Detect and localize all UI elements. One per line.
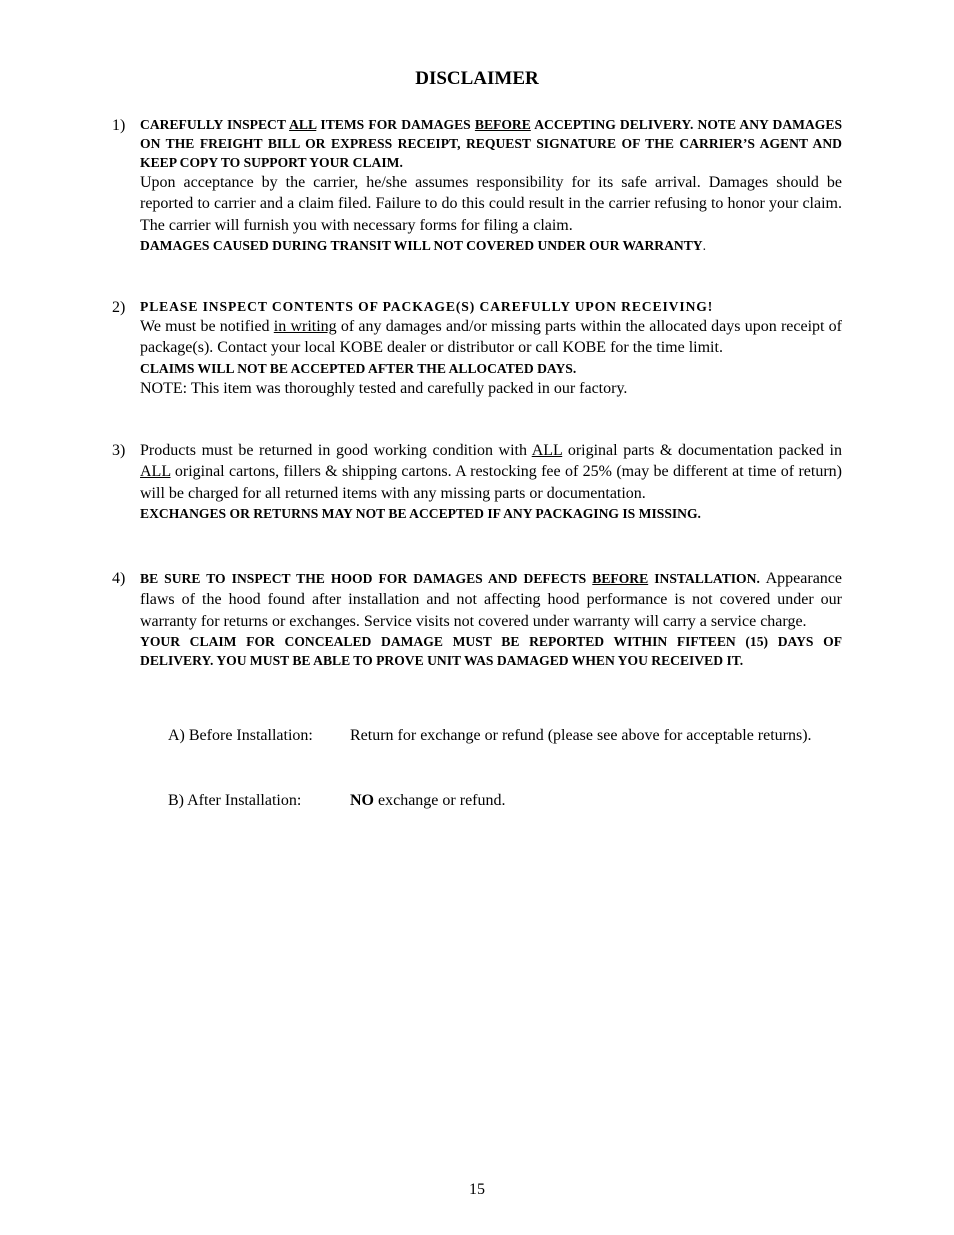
packaging-note: EXCHANGES OR RETURNS MAY NOT BE ACCEPTED IF ANY PACKAGING IS MISSING. — [140, 505, 701, 521]
disclaimer-item-3 — [112, 440, 842, 523]
returns-paragraph: Products must be returned in good working condition with ALL original parts & documentation packed in ALL original cartons, fillers & shipping cartons. A restocking fee of 25% (may be different at time of return) will be charged for all returned items with any missing parts or documentation. — [140, 442, 842, 502]
emphasis-before: BEFORE — [592, 571, 649, 586]
notification-paragraph: We must be notified in writing of any damages and/or missing parts within the allocated days upon receipt of package(s). Contact your local KOBE dealer or distributor or call KOBE for the time limit. — [140, 318, 843, 357]
concealed-damage-note: YOUR CLAIM FOR CONCEALED DAMAGE MUST BE REPORTED WITHIN FIFTEEN (15) DAYS OF DELIVERY. YOU MUST BE ABLE TO PROVE UNIT WAS DAMAGED WHEN YOU RECEIVED IT. — [140, 633, 842, 668]
emphasis-all: ALL — [140, 463, 171, 481]
sub-item-label: A) Before Installation: — [168, 727, 313, 744]
item-number: 4) — [112, 570, 126, 587]
disclaimer-item-2 — [112, 297, 842, 399]
carrier-paragraph: Upon acceptance by the carrier, he/she assumes responsibility for its safe arrival. Damages should be reported to carrier and a claim filed. Failure to do this could result in the carrier refusing to honor your claim. The carrier will furnish you with necessary forms for filing a claim. — [140, 174, 842, 234]
disclaimer-item-1 — [112, 115, 842, 255]
transit-warranty-note: DAMAGES CAUSED DURING TRANSIT WILL NOT COVERED UNDER OUR WARRANTY. — [140, 237, 707, 253]
emphasis-before: BEFORE — [474, 117, 531, 132]
sub-item-before-installation — [168, 725, 842, 747]
item-number: 1) — [112, 117, 126, 134]
emphasis-in-writing: in writing — [273, 318, 337, 335]
claims-note: CLAIMS WILL NOT BE ACCEPTED AFTER THE ALLOCATED DAYS. — [140, 360, 577, 376]
hood-inspection-paragraph: BE SURE TO INSPECT THE HOOD FOR DAMAGES AND DEFECTS BEFORE INSTALLATION. Appearance flaws of the hood found after installation and not affecting hood performance is not covered under our warranty for returns or exchanges. Service visits not covered under warranty will carry a service charge. — [140, 570, 843, 630]
factory-note: NOTE: This item was thoroughly tested and carefully packed in our factory. — [140, 379, 628, 397]
emphasis-all: ALL — [531, 442, 563, 459]
page-number: 15 — [469, 1181, 485, 1198]
hood-inspection-lead: BE SURE TO INSPECT THE HOOD FOR DAMAGES AND DEFECTS BEFORE INSTALLATION. — [140, 571, 760, 586]
item-number: 2) — [112, 299, 126, 316]
emphasis-no: NO — [350, 792, 374, 809]
inspection-warning: CAREFULLY INSPECT ALL ITEMS FOR DAMAGES BEFORE ACCEPTING DELIVERY. NOTE ANY DAMAGES ON THE FREIGHT BILL OR EXPRESS RECEIPT, REQUEST SIGNATURE OF THE CARRIER’S AGENT AND KEEP COPY TO SUPPORT YOUR CLAIM. — [140, 117, 843, 170]
page-title: DISCLAIMER — [415, 68, 539, 89]
sub-item-text: NO exchange or refund. — [350, 792, 506, 809]
item-number: 3) — [112, 442, 126, 459]
sub-item-after-installation — [168, 790, 842, 812]
emphasis-all: ALL — [289, 117, 317, 132]
disclaimer-item-4 — [112, 568, 842, 670]
sub-item-label: B) After Installation: — [168, 792, 302, 809]
sub-item-text: Return for exchange or refund (please see above for acceptable returns). — [350, 727, 812, 744]
inspect-contents-heading: PLEASE INSPECT CONTENTS OF PACKAGE(S) CAREFULLY UPON RECEIVING! — [140, 299, 714, 314]
